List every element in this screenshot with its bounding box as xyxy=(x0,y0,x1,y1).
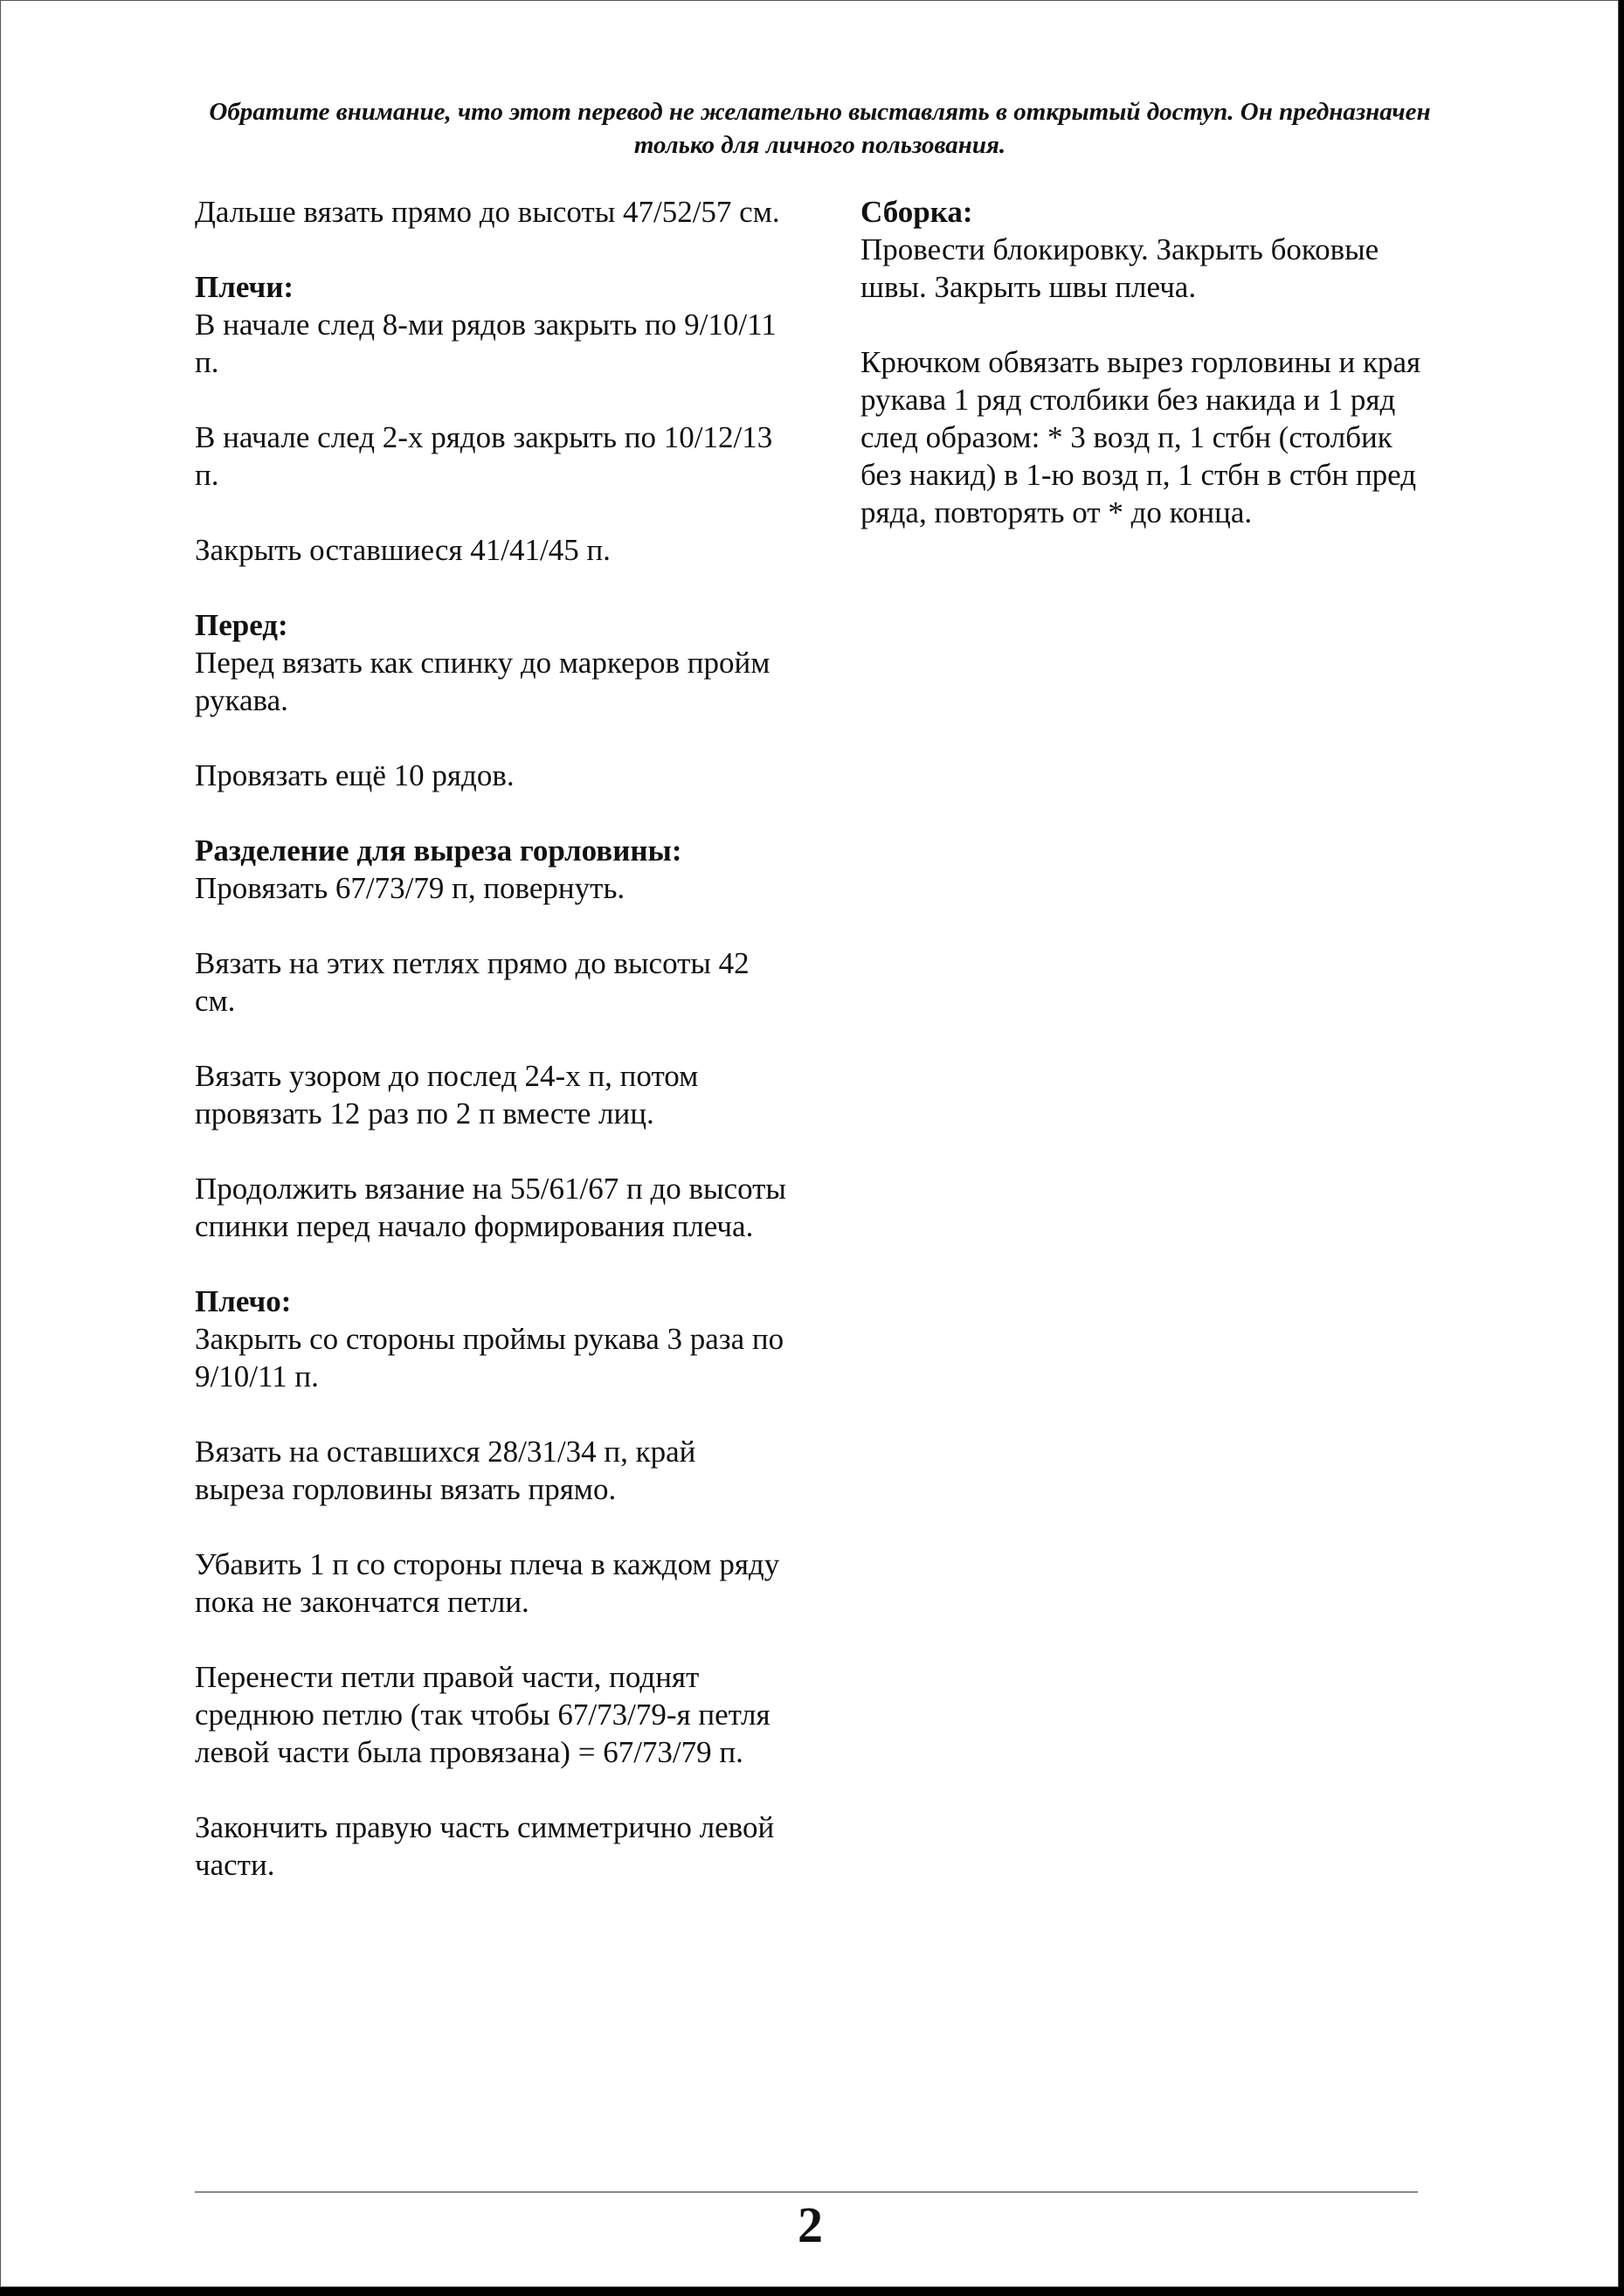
paragraph: Перед вязать как спинку до маркеров пройм рукава. xyxy=(195,646,771,717)
privacy-notice: Обратите внимание, что этот перевод не желательно выставлять в открытый доступ. Он предназначен только для личного пользования. xyxy=(209,98,1431,159)
paragraph: Провести блокировку. Закрыть боковые швы. Закрыть швы плеча. xyxy=(860,232,1379,304)
paragraph: Провязать ещё 10 рядов. xyxy=(195,758,515,792)
right-column xyxy=(860,193,1433,569)
paragraph: Вязать на оставшихся 28/31/34 п, край выреза горловины вязать прямо. xyxy=(195,1435,696,1506)
paragraph: Закрыть со стороны проймы рукава 3 раза по 9/10/11 п. xyxy=(195,1322,784,1394)
left-column xyxy=(195,193,789,1921)
paragraph: Провязать 67/73/79 п, повернуть. xyxy=(195,871,625,905)
paragraph: Продолжить вязание на 55/61/67 п до высоты спинки перед начало формирования плеча. xyxy=(195,1172,786,1243)
paragraph: Вязать узором до послед 24-х п, потом провязать 12 раз по 2 п вместе лиц. xyxy=(195,1059,699,1131)
paragraph: Закончить правую часть симметрично левой части. xyxy=(195,1810,775,1882)
section-heading-assembly: Сборка: xyxy=(860,195,973,229)
paragraph: Дальше вязать прямо до высоты 47/52/57 см. xyxy=(195,195,780,229)
paragraph: Убавить 1 п со стороны плеча в каждом ряду пока не закончатся петли. xyxy=(195,1547,780,1619)
section-heading-front: Перед: xyxy=(195,608,288,642)
section-heading-shoulders: Плечи: xyxy=(195,270,294,304)
paragraph: Крючком обвязать вырез горловины и края рукава 1 ряд столбики без накида и 1 ряд след образом: * 3 возд п, 1 стбн (столбик без накид) в 1-ю возд п, 1 стбн в стбн пред ряда, повторять от * до конца. xyxy=(860,345,1421,529)
paragraph: В начале след 2-х рядов закрыть по 10/12/13 п. xyxy=(195,420,773,492)
page-number: 2 xyxy=(798,2196,823,2253)
paragraph: Закрыть оставшиеся 41/41/45 п. xyxy=(195,533,611,567)
section-heading-shoulder: Плечо: xyxy=(195,1284,292,1318)
paragraph: В начале след 8-ми рядов закрыть по 9/10/11 п. xyxy=(195,308,777,379)
paragraph: Перенести петли правой части, поднят среднюю петлю (так чтобы 67/73/79-я петля левой части была провязана) = 67/73/79 п. xyxy=(195,1660,771,1769)
section-heading-neck-split: Разделение для выреза горловины: xyxy=(195,833,682,868)
paragraph: Вязать на этих петлях прямо до высоты 42 см. xyxy=(195,946,750,1018)
